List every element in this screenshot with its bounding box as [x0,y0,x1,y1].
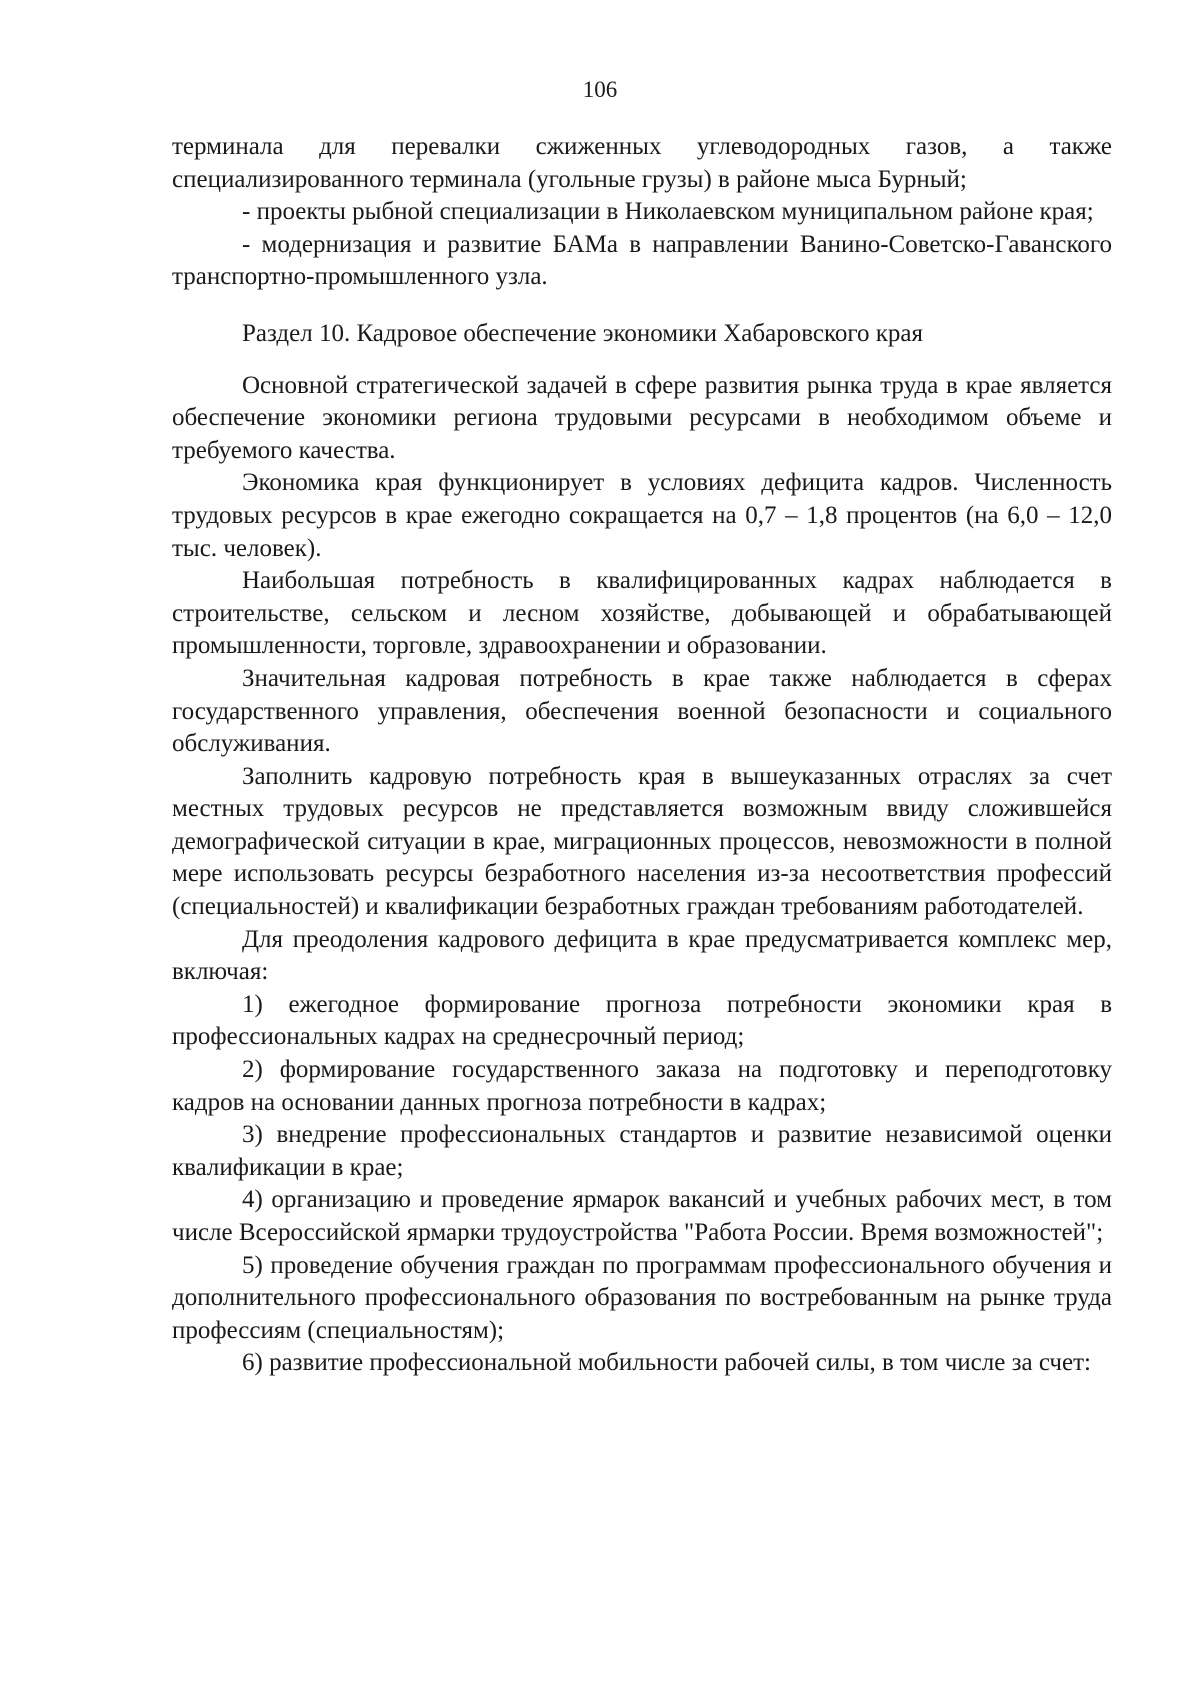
paragraph-strategic-task: Основной стратегической задачей в сфере развития рынка труда в крае является обеспечение экономики региона трудовыми ресурсами в необходимом объеме и требуемого качества. [172,371,1112,464]
list-item-measure-5: 5) проведение обучения граждан по программам профессионального обучения и дополнительного профессионального образования по востребованным на рынке труда профессиям (специальностям); [172,1251,1112,1344]
paragraph-measures-intro: Для преодоления кадрового дефицита в крае предусматривается комплекс мер, включая: [172,925,1112,986]
page-number: 106 [582,77,618,102]
paragraph-significant-need: Значительная кадровая потребность в крае также наблюдается в сферах государственного управления, обеспечения военной безопасности и социального обслуживания. [172,664,1112,758]
paragraph-greatest-need: Наибольшая потребность в квалифицированных кадрах наблюдается в строительстве, сельском и лесном хозяйстве, добывающей и обрабатывающей промышленности, торговле, здравоохранении и образовании. [172,567,1112,660]
list-item-measure-2: 2) формирование государственного заказа на подготовку и переподготовку кадров на основании данных прогноза потребности в кадрах; [172,1056,1112,1116]
list-item-measure-3: 3) внедрение профессиональных стандартов и развитие независимой оценки квалификации в крае; [172,1121,1112,1181]
list-item-measure-1: 1) ежегодное формирование прогноза потребности экономики края в профессиональных кадрах на среднесрочный период; [172,990,1112,1051]
paragraph-terminal-continuation: терминала для перевалки сжиженных углеводородных газов, а также специализированного терминала (угольные грузы) в районе мыса Бурный; [172,133,1112,193]
list-item-fish-projects: - проекты рыбной специализации в Николаевском муниципальном районе края; [242,198,1094,226]
list-item-measure-4: 4) организацию и проведение ярмарок вакансий и учебных рабочих мест, в том числе Всероссийской ярмарки трудоустройства "Работа России. Время возможностей"; [172,1186,1112,1246]
paragraph-labor-deficit: Экономика края функционирует в условиях дефицита кадров. Численность трудовых ресурсов в крае ежегодно сокращается на 0,7 – 1,8 процентов (на 6,0 – 12,0 тыс. человек). [172,469,1112,562]
list-item-bam-modernization: - модернизация и развитие БАМа в направлении Ванино-Советско-Гаванского транспортно-промышленного узла. [172,230,1112,291]
paragraph-local-resources: Заполнить кадровую потребность края в вышеуказанных отраслях за счет местных трудовых ресурсов не представляется возможным ввиду сложившейся демографической ситуации в крае, миграционных процессов, невозможности в полной мере использовать ресурсы безработного населения из-за несоответствия профессий (специальностей) и квалификации безработных граждан требованиям работодателей. [172,762,1112,921]
section-heading: Раздел 10. Кадровое обеспечение экономики Хабаровского края [242,319,923,347]
document-body [172,131,1112,1380]
list-item-measure-6: 6) развитие профессиональной мобильности рабочей силы, в том числе за счет: [242,1349,1091,1377]
